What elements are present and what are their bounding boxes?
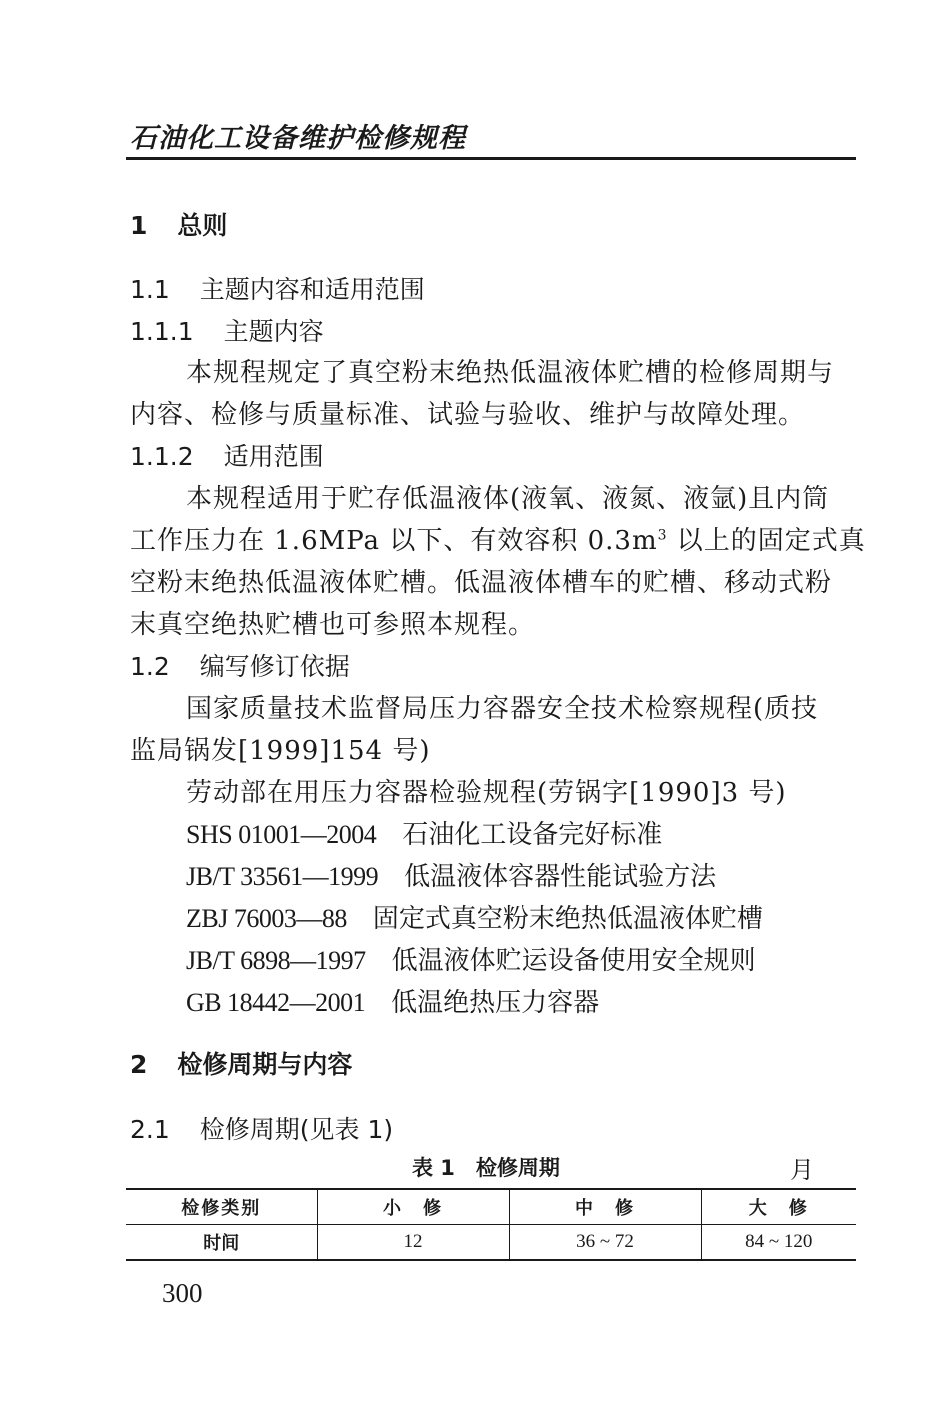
paragraph-2-line-2-a: 工作压力在 1.6MPa 以下、有效容积 0.3m — [130, 526, 658, 556]
reference-1-line-2: 监局锅发[1999]154 号) — [130, 736, 431, 766]
reference-5 — [186, 898, 763, 935]
page-number: 300 — [162, 1278, 203, 1308]
section-1-title: 总则 — [177, 211, 228, 240]
superscript-3: 3 — [657, 527, 668, 544]
reference-7-title: 低温绝热压力容器 — [391, 988, 600, 1018]
paragraph-2-line-1: 本规程适用于贮存低温液体(液氧、液氮、液氩)且内筒 — [186, 484, 830, 514]
reference-6-title: 低温液体贮运设备使用安全规则 — [391, 946, 756, 976]
section-2-heading — [130, 1045, 352, 1081]
reference-7 — [186, 982, 599, 1019]
section-1-2-number: 1.2 — [130, 652, 170, 681]
table-cell: 12 — [317, 1225, 509, 1261]
section-1-2-heading — [130, 647, 350, 683]
reference-6 — [186, 940, 756, 977]
paragraph-2-line-3: 空粉末绝热低温液体贮槽。低温液体槽车的贮槽、移动式粉 — [130, 568, 833, 598]
section-2-1-number: 2.1 — [130, 1115, 170, 1144]
table-unit: 月 — [790, 1156, 814, 1184]
table-cell: 时间 — [203, 1233, 240, 1254]
table-cell: 36 ~ 72 — [509, 1225, 701, 1261]
section-1-number: 1 — [130, 211, 148, 240]
reference-4-title: 低温液体容器性能试验方法 — [404, 862, 717, 892]
header-rule — [126, 157, 856, 160]
section-2-title: 检修周期与内容 — [177, 1050, 353, 1079]
paragraph-2-line-4: 末真空绝热贮槽也可参照本规程。 — [130, 610, 536, 640]
section-2-number: 2 — [130, 1050, 148, 1079]
table-header-cell: 大 修 — [701, 1189, 856, 1225]
reference-4-code: JB/T 33561—1999 — [186, 862, 379, 891]
section-1-1-1-heading — [130, 312, 324, 348]
table-header-row — [126, 1189, 856, 1225]
section-2-1-title: 检修周期(见表 1) — [199, 1115, 394, 1144]
reference-5-title: 固定式真空粉末绝热低温液体贮槽 — [372, 904, 763, 934]
reference-1-line-1: 国家质量技术监督局压力容器安全技术检察规程(质技 — [186, 694, 819, 724]
table-caption: 表 1 检修周期 — [412, 1156, 560, 1180]
paragraph-2-line-2-b: 以上的固定式真 — [667, 526, 866, 556]
reference-5-code: ZBJ 76003—88 — [186, 904, 347, 933]
table-cell: 84 ~ 120 — [701, 1225, 856, 1261]
section-1-1-2-title: 适用范围 — [223, 442, 324, 471]
section-1-1-2-heading — [130, 437, 324, 473]
table-header-cell: 中 修 — [509, 1189, 701, 1225]
section-1-2-title: 编写修订依据 — [199, 652, 350, 681]
reference-3 — [186, 814, 662, 851]
maintenance-cycle-table — [126, 1188, 856, 1261]
paragraph-2-line-2 — [130, 520, 866, 557]
section-1-1-1-number: 1.1.1 — [130, 317, 194, 346]
section-1-1-2-number: 1.1.2 — [130, 442, 194, 471]
table-header-cell: 小 修 — [317, 1189, 509, 1225]
reference-3-title: 石油化工设备完好标准 — [402, 820, 663, 850]
reference-4 — [186, 856, 716, 893]
section-1-1-heading — [130, 270, 425, 306]
reference-2: 劳动部在用压力容器检验规程(劳锅字[1990]3 号) — [186, 778, 787, 808]
reference-6-code: JB/T 6898—1997 — [186, 946, 366, 975]
reference-7-code: GB 18442—2001 — [186, 988, 366, 1017]
reference-3-code: SHS 01001—2004 — [186, 820, 377, 849]
section-1-heading — [130, 206, 227, 242]
section-1-1-number: 1.1 — [130, 275, 170, 304]
paragraph-1-line-1: 本规程规定了真空粉末绝热低温液体贮槽的检修周期与 — [186, 358, 835, 388]
table-header-cell: 检修类别 — [181, 1198, 262, 1219]
running-header: 石油化工设备维护检修规程 — [130, 123, 466, 154]
table-row — [126, 1225, 856, 1261]
paragraph-1-line-2: 内容、检修与质量标准、试验与验收、维护与故障处理。 — [130, 400, 806, 430]
section-2-1-heading — [130, 1110, 393, 1146]
section-1-1-1-title: 主题内容 — [223, 317, 324, 346]
section-1-1-title: 主题内容和适用范围 — [199, 275, 425, 304]
